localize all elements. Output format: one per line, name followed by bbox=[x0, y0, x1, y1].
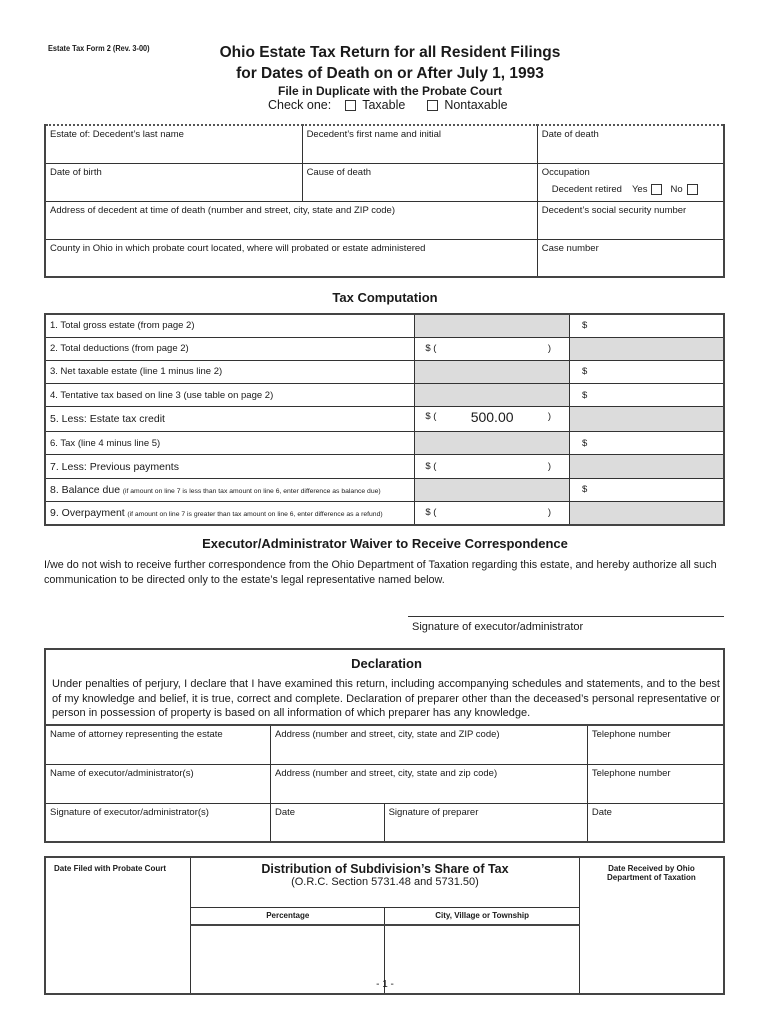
executor-phone-label: Telephone number bbox=[591, 767, 671, 779]
attorney-address-field[interactable] bbox=[270, 725, 587, 764]
close-paren: ) bbox=[547, 411, 551, 423]
line-label: 4. Tentative tax based on line 3 (use table on page 2) bbox=[45, 384, 415, 407]
executor-signature-field[interactable] bbox=[45, 803, 270, 842]
attorney-name-field[interactable] bbox=[45, 725, 270, 764]
address-label: Address of decedent at time of death (number and street, city, state and ZIP code) bbox=[50, 204, 396, 216]
line-7-amount[interactable] bbox=[415, 455, 570, 478]
date-received-label: Date Received by Ohio Department of Taxation bbox=[607, 864, 696, 882]
nontaxable-checkbox[interactable] bbox=[427, 100, 438, 111]
line-main-label: 9. Overpayment bbox=[50, 506, 125, 519]
executor-name-field[interactable] bbox=[45, 764, 270, 803]
declaration-table bbox=[44, 724, 725, 843]
line-8-amount[interactable] bbox=[570, 478, 724, 501]
preparer-date-field[interactable] bbox=[587, 803, 724, 842]
tax-line-6 bbox=[45, 432, 724, 455]
yes-label: Yes bbox=[631, 183, 648, 195]
form-subtitle: for Dates of Death on or After July 1, 1993 bbox=[236, 65, 544, 82]
line-label: 1. Total gross estate (from page 2) bbox=[45, 314, 415, 337]
retired-label: Decedent retired bbox=[551, 183, 622, 195]
date-of-death-field[interactable] bbox=[537, 125, 724, 163]
declaration-text: Under penalties of perjury, I declare that I have examined this return, including accompanying schedules and statements, and to the best of my knowledge and belief, it is true, correct and complete. Declaration of preparer other than the deceased’s personal representative or person in possession of property is based on all information of which preparer has any knowledge. bbox=[52, 678, 720, 720]
close-paren: ) bbox=[547, 507, 552, 519]
attorney-phone-label: Telephone number bbox=[591, 729, 671, 740]
last-name-field[interactable] bbox=[45, 125, 302, 163]
last-name-label: Estate of: Decedent’s last name bbox=[50, 129, 184, 140]
tax-line-9 bbox=[45, 501, 724, 524]
distribution-table bbox=[44, 856, 725, 995]
filing-instruction: File in Duplicate with the Probate Court bbox=[277, 84, 502, 98]
line-5-amount[interactable] bbox=[415, 407, 570, 432]
close-paren: ) bbox=[547, 461, 552, 473]
date-of-death-label: Date of death bbox=[541, 129, 599, 140]
shaded-cell bbox=[570, 407, 724, 432]
shaded-cell bbox=[415, 360, 570, 383]
dollar-paren: $ ( bbox=[425, 343, 437, 355]
distribution-subtitle: (O.R.C. Section 5731.48 and 5731.50) bbox=[291, 876, 479, 888]
shaded-cell bbox=[415, 384, 570, 407]
tax-line-5 bbox=[45, 407, 724, 432]
line-label: 3. Net taxable estate (line 1 minus line 2) bbox=[45, 360, 415, 383]
tax-computation-table bbox=[44, 313, 725, 526]
date-filed-field[interactable] bbox=[45, 857, 191, 994]
executor-name-label: Name of executor/administrator(s) bbox=[50, 767, 194, 779]
case-number-label: Case number bbox=[541, 242, 599, 254]
close-paren: ) bbox=[547, 343, 552, 355]
executor-date-field[interactable] bbox=[270, 803, 384, 842]
shaded-cell bbox=[570, 455, 724, 478]
check-one-row bbox=[268, 98, 508, 112]
occupation-label: Occupation bbox=[541, 166, 590, 178]
line-label bbox=[45, 501, 415, 524]
form-id: Estate Tax Form 2 (Rev. 3-00) bbox=[48, 44, 150, 53]
cause-of-death-label: Cause of death bbox=[306, 166, 371, 178]
line-4-amount[interactable] bbox=[570, 384, 724, 407]
occupation-field[interactable] bbox=[537, 163, 724, 201]
waiver-signature-line[interactable] bbox=[408, 616, 724, 617]
county-field[interactable] bbox=[45, 239, 537, 277]
case-number-field[interactable] bbox=[537, 239, 724, 277]
line-9-amount[interactable] bbox=[415, 501, 570, 524]
line-label bbox=[45, 478, 415, 501]
retired-no-checkbox[interactable] bbox=[687, 184, 698, 195]
page-number: - 1 - bbox=[376, 979, 394, 990]
tax-line-2 bbox=[45, 337, 724, 360]
dollar-sign: $ bbox=[582, 437, 588, 449]
tax-computation-title: Tax Computation bbox=[332, 290, 438, 305]
ssn-field[interactable] bbox=[537, 201, 724, 239]
executor-date-label: Date bbox=[274, 806, 296, 818]
cause-of-death-field[interactable] bbox=[302, 163, 537, 201]
attorney-name-label: Name of attorney representing the estate bbox=[50, 729, 223, 740]
taxable-label: Taxable bbox=[362, 98, 406, 112]
preparer-signature-label: Signature of preparer bbox=[388, 806, 479, 818]
tax-line-3 bbox=[45, 360, 724, 383]
dollar-sign: $ bbox=[582, 320, 588, 332]
tax-line-1 bbox=[45, 314, 724, 337]
executor-address-label: Address (number and street, city, state and zip code) bbox=[274, 767, 498, 779]
estate-tax-credit-value: 500.00 bbox=[470, 409, 514, 426]
shaded-cell bbox=[415, 314, 570, 337]
date-filed-label: Date Filed with Probate Court bbox=[54, 864, 167, 873]
preparer-date-label: Date bbox=[591, 806, 612, 818]
declaration-title: Declaration bbox=[351, 656, 422, 671]
line-2-amount[interactable] bbox=[415, 337, 570, 360]
tax-line-7 bbox=[45, 455, 724, 478]
county-label: County in Ohio in which probate court located, where will probated or estate administered bbox=[50, 242, 426, 254]
date-of-birth-label: Date of birth bbox=[50, 166, 102, 178]
distribution-header bbox=[191, 857, 580, 907]
address-field[interactable] bbox=[45, 201, 537, 239]
shaded-cell bbox=[415, 478, 570, 501]
first-name-field[interactable] bbox=[302, 125, 537, 163]
line-label: 7. Less: Previous payments bbox=[45, 455, 415, 478]
line-note: (if amount on line 7 is greater than tax amount on line 6, enter difference as a refund) bbox=[127, 510, 383, 518]
tax-line-8 bbox=[45, 478, 724, 501]
line-main-label: 8. Balance due bbox=[50, 483, 121, 496]
waiver-signature-label: Signature of executor/administrator bbox=[412, 621, 584, 633]
ssn-label: Decedent’s social security number bbox=[541, 204, 687, 216]
check-one-label: Check one: bbox=[268, 98, 332, 112]
executor-address-field[interactable] bbox=[270, 764, 587, 803]
shaded-cell bbox=[570, 501, 724, 524]
nontaxable-label: Nontaxable bbox=[444, 98, 508, 112]
form-title: Ohio Estate Tax Return for all Resident Filings bbox=[219, 44, 561, 61]
date-of-birth-field[interactable] bbox=[45, 163, 302, 201]
waiver-title: Executor/Administrator Waiver to Receive Correspondence bbox=[202, 536, 568, 551]
date-received-field[interactable] bbox=[579, 857, 724, 994]
executor-signature-label: Signature of executor/administrator(s) bbox=[50, 806, 209, 818]
dollar-sign: $ bbox=[582, 484, 588, 496]
city-header: City, Village or Township bbox=[385, 907, 579, 925]
no-label: No bbox=[670, 183, 683, 195]
line-label: 2. Total deductions (from page 2) bbox=[45, 337, 415, 360]
executor-phone-field[interactable] bbox=[587, 764, 724, 803]
percentage-header: Percentage bbox=[191, 907, 385, 925]
dollar-sign: $ bbox=[582, 366, 588, 378]
line-1-amount[interactable] bbox=[570, 314, 724, 337]
shaded-cell bbox=[570, 337, 724, 360]
line-6-amount[interactable] bbox=[570, 432, 724, 455]
decedent-info-table bbox=[44, 124, 725, 278]
retired-row bbox=[542, 184, 719, 195]
shaded-cell bbox=[415, 432, 570, 455]
line-3-amount[interactable] bbox=[570, 360, 724, 383]
dollar-paren: $ ( bbox=[425, 411, 437, 423]
declaration-box bbox=[44, 648, 725, 724]
taxable-checkbox[interactable] bbox=[345, 100, 356, 111]
attorney-address-label: Address (number and street, city, state and ZIP code) bbox=[274, 729, 500, 740]
line-label: 5. Less: Estate tax credit bbox=[45, 407, 415, 432]
first-name-label: Decedent’s first name and initial bbox=[306, 129, 442, 140]
distribution-title: Distribution of Subdivision’s Share of Tax bbox=[261, 862, 509, 876]
preparer-signature-field[interactable] bbox=[384, 803, 587, 842]
attorney-phone-field[interactable] bbox=[587, 725, 724, 764]
line-note: (if amount on line 7 is less than tax amount on line 6, enter difference as balance due) bbox=[122, 487, 381, 495]
tax-line-4 bbox=[45, 384, 724, 407]
dollar-paren: $ ( bbox=[425, 507, 437, 519]
dollar-paren: $ ( bbox=[425, 461, 437, 473]
waiver-text: I/we do not wish to receive further correspondence from the Ohio Department of Taxation regarding this estate, and hereby authorize all such communication to be directed only to the estate’s legal representative named below. bbox=[44, 559, 717, 586]
retired-yes-checkbox[interactable] bbox=[651, 184, 662, 195]
dollar-sign: $ bbox=[582, 389, 588, 401]
line-label: 6. Tax (line 4 minus line 5) bbox=[45, 432, 415, 455]
